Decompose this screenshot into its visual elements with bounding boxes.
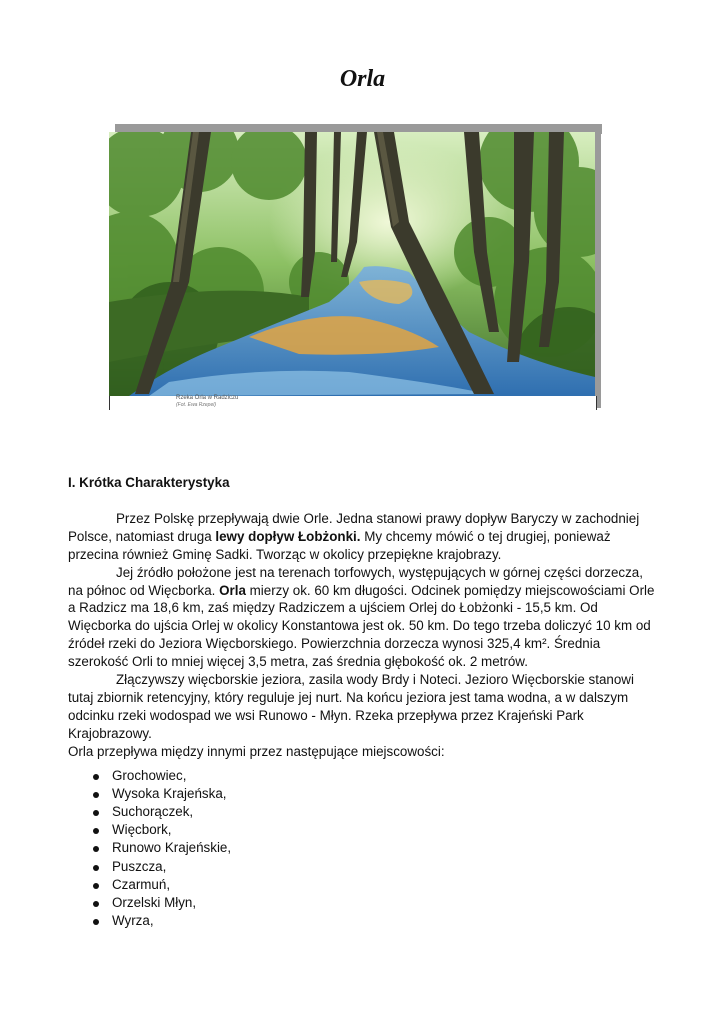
section-heading: I. Krótka Charakterystyka [68, 475, 230, 490]
paragraph-4: Orla przepływa między innymi przez następujące miejscowości: [68, 743, 445, 759]
river-photo-figure [109, 124, 601, 410]
photo-shadow-right [595, 124, 601, 408]
list-item: Orzelski Młyn, [68, 894, 658, 912]
paragraph-2 [68, 564, 658, 671]
towns-list [68, 767, 658, 931]
list-item: Suchorączek, [68, 803, 658, 821]
list-item: Runowo Krajeńskie, [68, 839, 658, 857]
paragraph-2-end: mierzy ok. 60 km długości. Odcinek pomiędzy miejscowościami Orle a Radzicz ma 18,6 km, zaś między Radziczem a ujściem Orlej do Łobżonki - 15,5 km. Od Więcborka do ujścia Orlej w okolicy Konstantowa jest ok. 50 km. Do tego trzeba doliczyć 10 km od źródeł rzeki do Jeziora Więcborskiego. Powierzchnia dorzecza wynosi 325,4 km². Średnia szerokość Orli to mniej więcej 3,5 metra, zaś średnia głębokość ok. 2 metrów. [68, 582, 655, 670]
paragraph-2-bold: Orla [219, 582, 246, 598]
paragraph-1-bold: lewy dopływ Łobżonki. [215, 528, 361, 544]
paragraph-1 [68, 510, 658, 564]
paragraph-2-start: Jej źródło położone jest na terenach torfowych, występujących w górnej części dorzecza, na północ od Więcborka. [68, 564, 643, 598]
body-text [68, 474, 658, 930]
paragraph-3: Złączywszy więcborskie jeziora, zasila wody Brdy i Noteci. Jezioro Więcborskie stanowi tutaj zbiornik retencyjny, który reguluje jej nurt. Na końcu jeziora jest tama wodna, a w dalszym odcinku rzeki wodospad we wsi Runowo - Młyn. Rzeka przepływa przez Krajeński Park Krajobrazowy. [68, 672, 634, 741]
page-title: Orla [339, 66, 386, 92]
paragraph-1-start: Przez Polskę przepływają dwie Orle. Jedna stanowi prawy dopływ Baryczy w zachodniej Polsce, natomiast druga [68, 510, 640, 544]
list-item: Wysoka Krajeńska, [68, 785, 658, 803]
photo-credit: (Fot. Ewa Rzepel) [176, 402, 217, 408]
river-photo [109, 132, 595, 396]
list-item: Grochowiec, [68, 767, 658, 785]
photo-caption-text: Rzeka Orla w Radziczu [176, 395, 239, 401]
paragraph-1-end: My chcemy mówić o tej drugiej, ponieważ przecina również Gminę Sadki. Tworząc w okolicy przepiękne krajobrazy. [68, 528, 611, 562]
list-item: Wyrza, [68, 912, 658, 930]
photo-caption [176, 395, 238, 409]
list-item: Puszcza, [68, 858, 658, 876]
list-item: Czarmuń, [68, 876, 658, 894]
list-item: Więcbork, [68, 821, 658, 839]
